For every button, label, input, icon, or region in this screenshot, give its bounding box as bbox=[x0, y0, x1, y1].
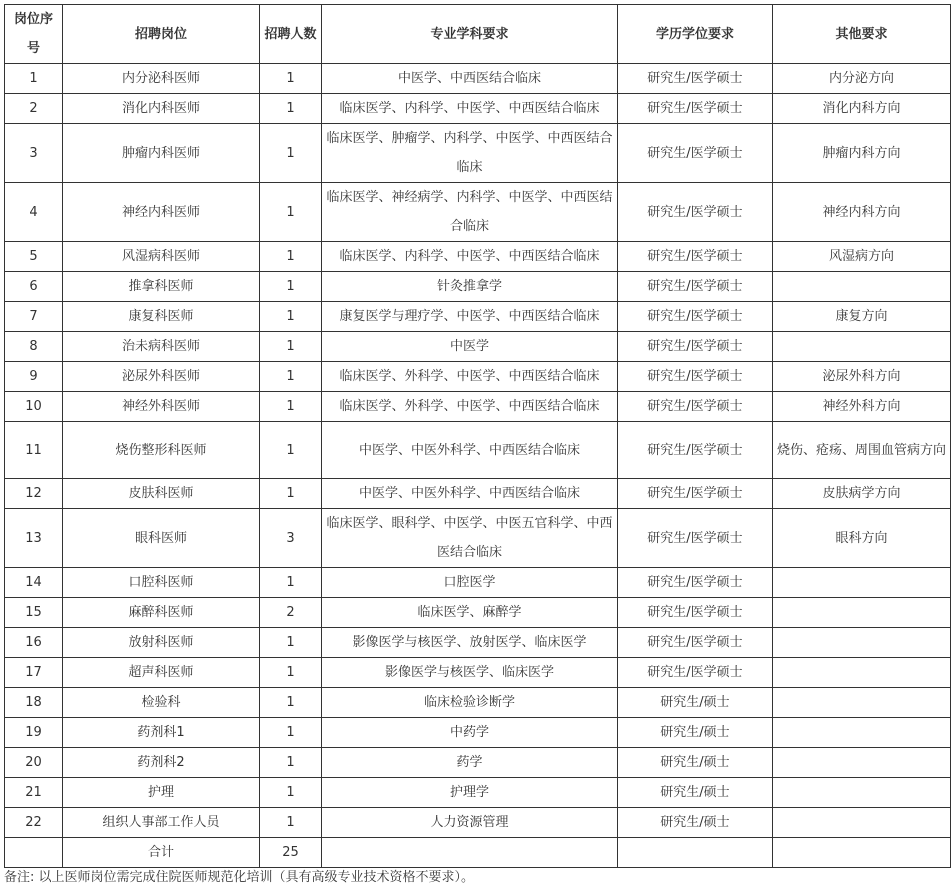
cell-degree-requirement: 研究生/硕士 bbox=[618, 808, 773, 838]
cell-headcount: 1 bbox=[260, 568, 322, 598]
header-major-requirement: 专业学科要求 bbox=[322, 5, 618, 64]
cell-position: 口腔科医师 bbox=[63, 568, 260, 598]
cell-major-requirement: 康复医学与理疗学、中医学、中西医结合临床 bbox=[322, 302, 618, 332]
cell-position-no: 20 bbox=[5, 748, 63, 778]
cell-degree-requirement: 研究生/硕士 bbox=[618, 778, 773, 808]
table-row bbox=[5, 392, 951, 422]
total-cell-position-no bbox=[5, 838, 63, 868]
cell-position-no: 15 bbox=[5, 598, 63, 628]
cell-position-no: 1 bbox=[5, 64, 63, 94]
cell-headcount: 1 bbox=[260, 124, 322, 183]
cell-position: 放射科医师 bbox=[63, 628, 260, 658]
cell-major-requirement: 药学 bbox=[322, 748, 618, 778]
table-row bbox=[5, 808, 951, 838]
cell-major-requirement: 临床医学、眼科学、中医学、中医五官科学、中西医结合临床 bbox=[322, 509, 618, 568]
cell-headcount: 1 bbox=[260, 422, 322, 479]
cell-other-requirement: 康复方向 bbox=[773, 302, 951, 332]
header-headcount: 招聘人数 bbox=[260, 5, 322, 64]
table-row bbox=[5, 94, 951, 124]
cell-major-requirement: 临床检验诊断学 bbox=[322, 688, 618, 718]
table-row bbox=[5, 332, 951, 362]
table-header-row bbox=[5, 5, 951, 64]
cell-other-requirement bbox=[773, 332, 951, 362]
cell-other-requirement bbox=[773, 688, 951, 718]
cell-position: 药剂科2 bbox=[63, 748, 260, 778]
cell-position-no: 22 bbox=[5, 808, 63, 838]
cell-position: 推拿科医师 bbox=[63, 272, 260, 302]
table-row bbox=[5, 628, 951, 658]
cell-position-no: 18 bbox=[5, 688, 63, 718]
cell-position-no: 11 bbox=[5, 422, 63, 479]
cell-position: 泌尿外科医师 bbox=[63, 362, 260, 392]
cell-other-requirement bbox=[773, 628, 951, 658]
cell-position-no: 13 bbox=[5, 509, 63, 568]
cell-position-no: 17 bbox=[5, 658, 63, 688]
cell-position: 药剂科1 bbox=[63, 718, 260, 748]
cell-position: 神经内科医师 bbox=[63, 183, 260, 242]
cell-major-requirement: 中药学 bbox=[322, 718, 618, 748]
cell-position-no: 4 bbox=[5, 183, 63, 242]
cell-position-no: 14 bbox=[5, 568, 63, 598]
header-degree-requirement: 学历学位要求 bbox=[618, 5, 773, 64]
cell-degree-requirement: 研究生/医学硕士 bbox=[618, 124, 773, 183]
cell-position: 烧伤整形科医师 bbox=[63, 422, 260, 479]
cell-degree-requirement: 研究生/医学硕士 bbox=[618, 568, 773, 598]
table-row bbox=[5, 422, 951, 479]
table-row bbox=[5, 362, 951, 392]
cell-major-requirement: 中医学、中西医结合临床 bbox=[322, 64, 618, 94]
recruitment-table bbox=[4, 4, 951, 868]
total-cell-headcount: 25 bbox=[260, 838, 322, 868]
table-row bbox=[5, 598, 951, 628]
cell-major-requirement: 临床医学、麻醉学 bbox=[322, 598, 618, 628]
table-row bbox=[5, 748, 951, 778]
cell-degree-requirement: 研究生/硕士 bbox=[618, 718, 773, 748]
cell-degree-requirement: 研究生/医学硕士 bbox=[618, 242, 773, 272]
table-row bbox=[5, 242, 951, 272]
cell-position: 眼科医师 bbox=[63, 509, 260, 568]
cell-other-requirement bbox=[773, 272, 951, 302]
header-position-no: 岗位序号 bbox=[5, 5, 63, 64]
cell-degree-requirement: 研究生/医学硕士 bbox=[618, 392, 773, 422]
cell-headcount: 2 bbox=[260, 598, 322, 628]
cell-headcount: 1 bbox=[260, 392, 322, 422]
cell-major-requirement: 人力资源管理 bbox=[322, 808, 618, 838]
cell-headcount: 1 bbox=[260, 332, 322, 362]
cell-other-requirement: 神经内科方向 bbox=[773, 183, 951, 242]
cell-degree-requirement: 研究生/医学硕士 bbox=[618, 94, 773, 124]
cell-degree-requirement: 研究生/硕士 bbox=[618, 748, 773, 778]
table-body bbox=[5, 64, 951, 868]
cell-position: 皮肤科医师 bbox=[63, 479, 260, 509]
table-row bbox=[5, 658, 951, 688]
cell-position-no: 3 bbox=[5, 124, 63, 183]
cell-position: 消化内科医师 bbox=[63, 94, 260, 124]
cell-major-requirement: 临床医学、神经病学、内科学、中医学、中西医结合临床 bbox=[322, 183, 618, 242]
table-row bbox=[5, 568, 951, 598]
cell-position: 康复科医师 bbox=[63, 302, 260, 332]
cell-other-requirement: 肿瘤内科方向 bbox=[773, 124, 951, 183]
cell-position-no: 5 bbox=[5, 242, 63, 272]
cell-degree-requirement: 研究生/硕士 bbox=[618, 688, 773, 718]
cell-degree-requirement: 研究生/医学硕士 bbox=[618, 509, 773, 568]
cell-position: 治未病科医师 bbox=[63, 332, 260, 362]
table-row bbox=[5, 479, 951, 509]
table-row bbox=[5, 718, 951, 748]
cell-major-requirement: 临床医学、外科学、中医学、中西医结合临床 bbox=[322, 362, 618, 392]
cell-position-no: 8 bbox=[5, 332, 63, 362]
cell-position-no: 21 bbox=[5, 778, 63, 808]
cell-headcount: 1 bbox=[260, 778, 322, 808]
cell-position: 神经外科医师 bbox=[63, 392, 260, 422]
cell-headcount: 1 bbox=[260, 94, 322, 124]
cell-other-requirement bbox=[773, 748, 951, 778]
cell-headcount: 1 bbox=[260, 628, 322, 658]
cell-headcount: 1 bbox=[260, 808, 322, 838]
total-cell-degree-requirement bbox=[618, 838, 773, 868]
table-row bbox=[5, 509, 951, 568]
cell-other-requirement: 皮肤病学方向 bbox=[773, 479, 951, 509]
header-other-requirement: 其他要求 bbox=[773, 5, 951, 64]
cell-position-no: 6 bbox=[5, 272, 63, 302]
cell-major-requirement: 临床医学、内科学、中医学、中西医结合临床 bbox=[322, 94, 618, 124]
cell-headcount: 1 bbox=[260, 272, 322, 302]
cell-major-requirement: 中医学、中医外科学、中西医结合临床 bbox=[322, 422, 618, 479]
cell-headcount: 1 bbox=[260, 718, 322, 748]
cell-other-requirement bbox=[773, 568, 951, 598]
cell-degree-requirement: 研究生/医学硕士 bbox=[618, 628, 773, 658]
cell-position-no: 7 bbox=[5, 302, 63, 332]
cell-position: 组织人事部工作人员 bbox=[63, 808, 260, 838]
cell-position: 麻醉科医师 bbox=[63, 598, 260, 628]
cell-headcount: 3 bbox=[260, 509, 322, 568]
cell-other-requirement bbox=[773, 718, 951, 748]
cell-other-requirement: 消化内科方向 bbox=[773, 94, 951, 124]
footnote: 备注: 以上医师岗位需完成住院医师规范化培训（具有高级专业技术资格不要求）。 bbox=[4, 870, 475, 885]
cell-other-requirement bbox=[773, 658, 951, 688]
cell-degree-requirement: 研究生/医学硕士 bbox=[618, 422, 773, 479]
cell-major-requirement: 影像医学与核医学、放射医学、临床医学 bbox=[322, 628, 618, 658]
cell-degree-requirement: 研究生/医学硕士 bbox=[618, 302, 773, 332]
cell-headcount: 1 bbox=[260, 242, 322, 272]
cell-headcount: 1 bbox=[260, 748, 322, 778]
table-row bbox=[5, 124, 951, 183]
cell-position-no: 9 bbox=[5, 362, 63, 392]
table-row bbox=[5, 302, 951, 332]
cell-degree-requirement: 研究生/医学硕士 bbox=[618, 183, 773, 242]
total-cell-other-requirement bbox=[773, 838, 951, 868]
cell-headcount: 1 bbox=[260, 362, 322, 392]
cell-degree-requirement: 研究生/医学硕士 bbox=[618, 332, 773, 362]
table-row bbox=[5, 778, 951, 808]
cell-major-requirement: 临床医学、外科学、中医学、中西医结合临床 bbox=[322, 392, 618, 422]
cell-major-requirement: 护理学 bbox=[322, 778, 618, 808]
cell-position-no: 16 bbox=[5, 628, 63, 658]
cell-position: 检验科 bbox=[63, 688, 260, 718]
cell-position: 内分泌科医师 bbox=[63, 64, 260, 94]
cell-position-no: 12 bbox=[5, 479, 63, 509]
cell-headcount: 1 bbox=[260, 479, 322, 509]
cell-major-requirement: 中医学 bbox=[322, 332, 618, 362]
cell-headcount: 1 bbox=[260, 183, 322, 242]
cell-other-requirement: 神经外科方向 bbox=[773, 392, 951, 422]
table-row bbox=[5, 64, 951, 94]
cell-other-requirement bbox=[773, 778, 951, 808]
cell-position: 肿瘤内科医师 bbox=[63, 124, 260, 183]
cell-degree-requirement: 研究生/医学硕士 bbox=[618, 479, 773, 509]
cell-headcount: 1 bbox=[260, 64, 322, 94]
cell-other-requirement: 泌尿外科方向 bbox=[773, 362, 951, 392]
cell-other-requirement bbox=[773, 808, 951, 838]
cell-position-no: 10 bbox=[5, 392, 63, 422]
cell-degree-requirement: 研究生/医学硕士 bbox=[618, 658, 773, 688]
table-row bbox=[5, 688, 951, 718]
cell-major-requirement: 针灸推拿学 bbox=[322, 272, 618, 302]
total-row bbox=[5, 838, 951, 868]
total-cell-position: 合计 bbox=[63, 838, 260, 868]
cell-other-requirement bbox=[773, 598, 951, 628]
cell-position-no: 19 bbox=[5, 718, 63, 748]
cell-degree-requirement: 研究生/医学硕士 bbox=[618, 272, 773, 302]
cell-other-requirement: 内分泌方向 bbox=[773, 64, 951, 94]
cell-position-no: 2 bbox=[5, 94, 63, 124]
cell-degree-requirement: 研究生/医学硕士 bbox=[618, 64, 773, 94]
cell-major-requirement: 口腔医学 bbox=[322, 568, 618, 598]
cell-headcount: 1 bbox=[260, 658, 322, 688]
cell-major-requirement: 临床医学、内科学、中医学、中西医结合临床 bbox=[322, 242, 618, 272]
cell-position: 风湿病科医师 bbox=[63, 242, 260, 272]
table-row bbox=[5, 272, 951, 302]
cell-position: 护理 bbox=[63, 778, 260, 808]
header-position: 招聘岗位 bbox=[63, 5, 260, 64]
cell-other-requirement: 烧伤、疮疡、周围血管病方向 bbox=[773, 422, 951, 479]
cell-other-requirement: 风湿病方向 bbox=[773, 242, 951, 272]
table-row bbox=[5, 183, 951, 242]
cell-headcount: 1 bbox=[260, 302, 322, 332]
cell-headcount: 1 bbox=[260, 688, 322, 718]
cell-degree-requirement: 研究生/医学硕士 bbox=[618, 362, 773, 392]
cell-other-requirement: 眼科方向 bbox=[773, 509, 951, 568]
cell-position: 超声科医师 bbox=[63, 658, 260, 688]
cell-degree-requirement: 研究生/医学硕士 bbox=[618, 598, 773, 628]
total-cell-major-requirement bbox=[322, 838, 618, 868]
cell-major-requirement: 中医学、中医外科学、中西医结合临床 bbox=[322, 479, 618, 509]
cell-major-requirement: 临床医学、肿瘤学、内科学、中医学、中西医结合临床 bbox=[322, 124, 618, 183]
cell-major-requirement: 影像医学与核医学、临床医学 bbox=[322, 658, 618, 688]
